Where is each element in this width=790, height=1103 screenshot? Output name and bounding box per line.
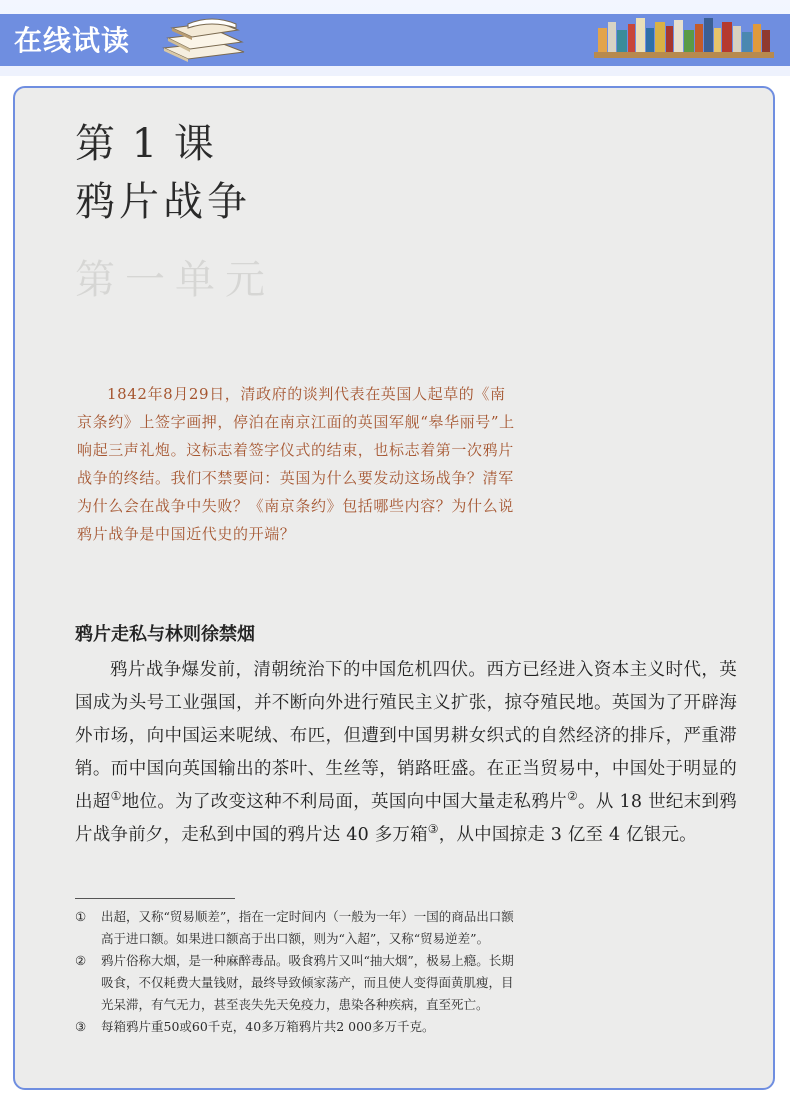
footnote-ref-2: ②	[566, 789, 579, 804]
book-page	[13, 86, 775, 1090]
footnote-text: 鸦片俗称大烟，是一种麻醉毒品。吸食鸦片又叫“抽大烟”，极易上瘾。长期吸食，不仅耗费大量钱财，最终导致倾家荡产，而且使人变得面黄肌瘦，目光呆滞，有气无力，甚至丧失先天免疫力，患染各种疾病，直至死亡。	[101, 953, 514, 1012]
body-text-part-3: 。从 18 世纪末到鸦片战争前夕，走私到中国的鸦片达 40 多万箱	[75, 792, 738, 845]
header-banner	[0, 0, 790, 76]
banner-title: 在线试读	[14, 24, 131, 57]
footnote-text: 每箱鸦片重50或60千克，40多万箱鸦片共2 000多万千克。	[101, 1019, 435, 1034]
body-text-part-4: ，从中国掠走 3 亿至 4 亿银元。	[438, 825, 697, 845]
bookshelf-icon	[594, 14, 774, 60]
body-text-part-1: 鸦片战争爆发前，清朝统治下的中国危机四伏。西方已经进入资本主义时代，英国成为头号工业强国，并不断向外进行殖民主义扩张，掠夺殖民地。英国为了开辟海外市场，向中国运来呢绒、布匹，但遭到中国男耕女织式的自然经济的排斥，严重滞销。而中国向英国输出的茶叶、生丝等，销路旺盛。在正当贸易中，中国处于明显的出超	[75, 660, 737, 812]
footnote-mark: ③	[75, 1019, 87, 1034]
body-text-part-2: 地位。为了改变这种不利局面，英国向中国大量走私鸦片	[121, 792, 567, 812]
footnote-item	[75, 950, 515, 1016]
ghost-watermark-text: 第一单元	[75, 257, 275, 303]
body-paragraph	[75, 654, 737, 852]
footnote-text: 出超，又称“贸易顺差”，指在一定时间内（一般为一年）一国的商品出口额高于进口额。如果进口额高于出口额，则为“入超”，又称“贸易逆差”。	[101, 909, 514, 946]
footnote-mark: ①	[75, 909, 87, 924]
footnote-item	[75, 1016, 515, 1038]
footnote-item	[75, 906, 515, 950]
lesson-number: 第 1 课	[75, 121, 216, 167]
intro-text: 1842年8月29日，清政府的谈判代表在英国人起草的《南京条约》上签字画押，停泊在南京江面的英国军舰“皋华丽号”上响起三声礼炮。这标志着签字仪式的结束，也标志着第一次鸦片战争的终结。我们不禁要问：英国为什么要发动这场战争？清军为什么会在战争中失败？《南京条约》包括哪些内容？为什么说鸦片战争是中国近代史的开端？	[77, 385, 515, 543]
footnote-ref-3: ③	[427, 822, 439, 837]
intro-paragraph	[77, 380, 517, 548]
section-heading: 鸦片走私与林则徐禁烟	[75, 624, 255, 645]
footnote-ref-1: ①	[110, 789, 122, 804]
lesson-title: 鸦片战争	[75, 179, 251, 225]
footnotes	[75, 906, 515, 1038]
footnote-divider	[75, 898, 235, 899]
book-stack-icon	[158, 12, 254, 64]
footnote-mark: ②	[75, 953, 87, 968]
